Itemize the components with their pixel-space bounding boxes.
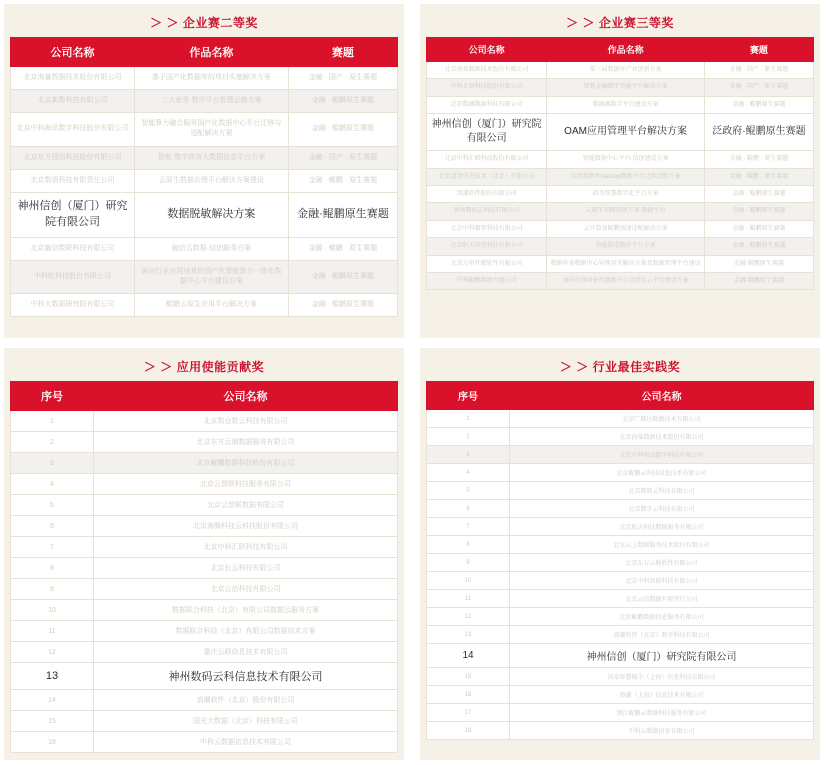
column-header-topic: 赛题 [704, 38, 813, 62]
table-row [11, 169, 398, 192]
award-table [426, 37, 814, 290]
cell-index: 1 [427, 410, 510, 428]
table-row [427, 410, 814, 428]
table-header-row [11, 38, 398, 67]
cell-index: 6 [427, 500, 510, 518]
cell-work: 云计算及鲲鹏加速适配解决方案 [547, 220, 705, 237]
cell-company: 北京数仓数云科技有限公司 [94, 411, 398, 432]
column-header-work: 作品名称 [135, 38, 289, 67]
table-row [427, 500, 814, 518]
cell-index: 5 [11, 495, 94, 516]
cell-topic: 金融 · 鲲鹏原生赛题 [288, 260, 397, 293]
table-row [427, 554, 814, 572]
column-header-company: 公司名称 [11, 38, 135, 67]
cell-company: 北京广联达数据技术有限公司 [510, 410, 814, 428]
table-row [11, 690, 398, 711]
table-row [427, 482, 814, 500]
cell-company: 北京数澜数据科技有限公司 [427, 96, 547, 113]
cell-work: 面向行业应用场景的国产化智能算力一体化数据中心平台建设方案 [135, 260, 289, 293]
cell-index: 12 [427, 608, 510, 626]
cell-company: 浪潮软件（北京）股份有限公司 [94, 690, 398, 711]
table-row [11, 67, 398, 90]
table-row [427, 220, 814, 237]
cell-topic: 泛政府·鲲鹏原生赛题 [704, 114, 813, 151]
table-row [427, 668, 814, 686]
cell-company: 北京中科智联科技有限公司 [510, 572, 814, 590]
table-row [427, 168, 814, 185]
cell-work: 智慧金融数字智能平台解决方案 [547, 79, 705, 96]
table-row [427, 185, 814, 202]
cell-index: 14 [427, 644, 510, 668]
table-row [427, 686, 814, 704]
table-row [427, 518, 814, 536]
cell-topic: 金融 · 鲲鹏 · 原生赛题 [288, 169, 397, 192]
table-row-highlighted [427, 114, 814, 151]
cell-work: 智能制造数字平台方案 [547, 238, 705, 255]
cell-company: 北京海腾科技云科技股份有限公司 [94, 516, 398, 537]
cell-company: 北京中科汇联科技股份有限公司 [427, 151, 547, 168]
cell-index: 15 [11, 711, 94, 732]
cell-company: 中科软科技股份有限公司 [11, 260, 135, 293]
cell-topic: 金融 · 鲲鹏原生赛题 [288, 90, 397, 113]
cell-topic: 金融 · 鲲鹏原生赛题 [288, 294, 397, 317]
cell-work: 云原生数据治理平台解决方案建设 [135, 169, 289, 192]
table-row [427, 203, 814, 220]
cell-company: 神州信创（厦门）研究院有限公司 [510, 644, 814, 668]
cell-work: 基于国产化数据库的项目实施解决方案 [135, 67, 289, 90]
cell-work: 云原生存储信创方案·数据平台 [547, 203, 705, 220]
cell-company: 北京万里开源软件有限公司 [427, 255, 547, 272]
table-row [11, 732, 398, 753]
cell-topic: 金融·鲲鹏原生赛题 [288, 192, 397, 237]
cell-company: 中科云数据信息技术有限公司 [94, 732, 398, 753]
cell-company: 北京东方云鼎数据服务有限公司 [94, 432, 398, 453]
panel-title: ＞ ＞ 企业赛二等奖 [150, 16, 258, 30]
cell-index: 7 [427, 518, 510, 536]
table-row [427, 272, 814, 289]
cell-company: 北京长云科技有限公司 [94, 558, 398, 579]
table-row [427, 572, 814, 590]
panel-application-enablement-award [4, 348, 404, 760]
cell-work: 面向行业场景的数据中心信创化云平台建设方案 [547, 272, 705, 289]
cell-topic: 金融 · 国产 · 原生赛题 [288, 67, 397, 90]
cell-company: 北京数联云科技有限公司 [510, 482, 814, 500]
table-row [11, 711, 398, 732]
cell-company: 神州数码云科信息技术有限公司 [94, 663, 398, 690]
panel-enterprise-second-prize [4, 4, 404, 338]
cell-company: 北京融信数联科技有限公司 [11, 237, 135, 260]
cell-topic: 金融 · 鲲鹏 · 原生赛题 [288, 237, 397, 260]
cell-topic: 金融 · 鲲鹏原生赛题 [704, 96, 813, 113]
cell-company: 神州信创（厦门）研究院有限公司 [11, 192, 135, 237]
cell-company: 国泰智慧城市（上海）信息科技有限公司 [510, 668, 814, 686]
cell-index: 3 [11, 453, 94, 474]
table-row [427, 704, 814, 722]
column-header-company: 公司名称 [427, 38, 547, 62]
cell-topic: 金融 · 鲲鹏 · 原生赛题 [704, 168, 813, 185]
cell-company: 北京中科汇联科技有限公司 [94, 537, 398, 558]
table-row [11, 642, 398, 663]
cell-index: 10 [427, 572, 510, 590]
cell-company: 北京海量数据技术股份有限公司 [427, 62, 547, 79]
cell-index: 4 [11, 474, 94, 495]
panel-industry-best-practice-award [420, 348, 820, 760]
table-row-highlighted [11, 192, 398, 237]
cell-index: 16 [427, 686, 510, 704]
cell-index: 10 [11, 600, 94, 621]
cell-work: 鲲鹏云原生应用平台解决方案 [135, 294, 289, 317]
cell-index: 8 [11, 558, 94, 579]
table-header-row [427, 38, 814, 62]
table-row [11, 516, 398, 537]
cell-company: 北京云智联数据有限公司 [94, 495, 398, 516]
cell-index: 8 [427, 536, 510, 554]
cell-company: 中科云数据信息有限公司 [510, 722, 814, 740]
cell-index: 7 [11, 537, 94, 558]
cell-work: 智能算力融合服务国产化数据中心平台迁移与适配解决方案 [135, 113, 289, 146]
table-row [427, 626, 814, 644]
cell-index: 9 [427, 554, 510, 572]
cell-company: 神州数码云科技有限公司 [427, 203, 547, 220]
table-row [11, 237, 398, 260]
table-row [11, 453, 398, 474]
cell-company: 北京数字云科技有限公司 [510, 500, 814, 518]
cell-company: 数据联合科技（北京）有限公司数据技术方案 [94, 621, 398, 642]
award-table [10, 381, 398, 753]
cell-company: 浪潮软件股份有限公司 [427, 185, 547, 202]
table-row [11, 579, 398, 600]
cell-topic: 金融 · 鲲鹏原生赛题 [704, 203, 813, 220]
table-row [427, 428, 814, 446]
cell-work: 数据库多数据中心异地容灾解决方案及数据管理平台建设 [547, 255, 705, 272]
cell-topic: 金融·鲲鹏原生赛题 [704, 255, 813, 272]
cell-work: 政务智慧数字化平台方案 [547, 185, 705, 202]
cell-work: 智能·数字政务大数据信息平台方案 [135, 146, 289, 169]
cell-company: 北京云信科技有限公司 [94, 579, 398, 600]
cell-work: OAM应用管理平台解决方案 [547, 114, 705, 151]
cell-work: 三大业务·数字平台智慧运维方案 [135, 90, 289, 113]
table-header-row [427, 382, 814, 410]
table-row [11, 495, 398, 516]
cell-company: 浙江鲲鹏云数据科技服务有限公司 [510, 704, 814, 722]
cell-index: 18 [427, 722, 510, 740]
cell-company: 北京新数科技有限公司 [11, 90, 135, 113]
cell-index: 1 [11, 411, 94, 432]
table-row [427, 464, 814, 482]
cell-company: 国光大数据（北京）科技有限公司 [94, 711, 398, 732]
cell-company: 北京数语科技有限责任公司 [11, 169, 135, 192]
cell-work: 第三届数据库产业创新方案 [547, 62, 705, 79]
table-row [427, 62, 814, 79]
cell-company: 北京鲲鹏云科技信息技术有限公司 [510, 464, 814, 482]
cell-company: 北京东方云联软件有限公司 [510, 554, 814, 572]
cell-index: 13 [427, 626, 510, 644]
cell-company: 中科大数据研究院有限公司 [11, 294, 135, 317]
cell-topic: 金融 · 国产 · 原生赛题 [704, 79, 813, 96]
cell-topic: 金融 · 鲲鹏原生赛题 [288, 113, 397, 146]
cell-index: 4 [427, 464, 510, 482]
column-header-company: 公司名称 [510, 382, 814, 410]
cell-company: 浪潮（上海）信息技术有限公司 [510, 686, 814, 704]
table-row [11, 474, 398, 495]
cell-company: 浪潮软件（北京）数字科技有限公司 [510, 626, 814, 644]
cell-index: 17 [427, 704, 510, 722]
cell-index: 5 [427, 482, 510, 500]
cell-company: 北京云信数据有限责任公司 [510, 590, 814, 608]
cell-work: 数据湖数字平台建设方案 [547, 96, 705, 113]
cell-company: 数据联合科技（北京）有限公司数据云服务方案 [94, 600, 398, 621]
cell-topic: 金融 · 国产 · 原生赛题 [704, 62, 813, 79]
cell-topic: 金融 · 鲲鹏原生赛题 [704, 185, 813, 202]
column-header-work: 作品名称 [547, 38, 705, 62]
table-row-highlighted [11, 663, 398, 690]
cell-company: 神州信创（厦门）研究院有限公司 [427, 114, 547, 151]
cell-index: 13 [11, 663, 94, 690]
cell-work: 信创数据库hadoop数据中台迁移适配方案 [547, 168, 705, 185]
cell-company: 北京云智联科技服务有限公司 [94, 474, 398, 495]
cell-index: 2 [427, 428, 510, 446]
panel-title: ＞ ＞ 行业最佳实践奖 [559, 360, 681, 374]
table-row [427, 238, 814, 255]
cell-topic: 金融·鲲鹏原生赛题 [704, 272, 813, 289]
cell-company: 北京航天科技数据服务有限公司 [510, 518, 814, 536]
table-header-row [11, 382, 398, 411]
cell-topic: 金融 · 国产 · 原生赛题 [288, 146, 397, 169]
table-row [11, 432, 398, 453]
cell-company: 北京鲲鹏数据信息服务有限公司 [510, 608, 814, 626]
cell-company: 北京中科聚智科技有限公司 [427, 220, 547, 237]
table-row [11, 260, 398, 293]
cell-topic: 金融 · 鲲鹏 · 原生赛题 [704, 151, 813, 168]
table-row [427, 722, 814, 740]
table-row [427, 151, 814, 168]
cell-index: 2 [11, 432, 94, 453]
table-row [427, 255, 814, 272]
cell-index: 11 [427, 590, 510, 608]
cell-company: 北京道普信息技术（北京）有限公司 [427, 168, 547, 185]
cell-company: 北京鲲鹏数据科技股份有限公司 [94, 453, 398, 474]
table-row [427, 536, 814, 554]
cell-company: 北京东方国信科技股份有限公司 [11, 146, 135, 169]
table-row [427, 79, 814, 96]
table-row [427, 446, 814, 464]
cell-index: 12 [11, 642, 94, 663]
table-row [427, 590, 814, 608]
panel-title: ＞ ＞ 企业赛三等奖 [566, 16, 674, 30]
cell-work: 融信云数据·信创服务方案 [135, 237, 289, 260]
cell-company: 中科金财科技股份有限公司 [427, 79, 547, 96]
table-row [427, 96, 814, 113]
cell-company: 北京云上数据服务技术股份有限公司 [510, 536, 814, 554]
cell-index: 16 [11, 732, 94, 753]
cell-index: 14 [11, 690, 94, 711]
column-header-index: 序号 [427, 382, 510, 410]
cell-company: 北京中科海讯数字科技股份有限公司 [11, 113, 135, 146]
cell-company: 中科鲲鹏数据有限公司 [427, 272, 547, 289]
table-row [11, 90, 398, 113]
cell-index: 15 [427, 668, 510, 686]
cell-index: 11 [11, 621, 94, 642]
cell-work: 智能数据中心平台·信创建设方案 [547, 151, 705, 168]
table-row [11, 113, 398, 146]
column-header-index: 序号 [11, 382, 94, 411]
cell-work: 数据脱敏解决方案 [135, 192, 289, 237]
cell-company: 北京中科海讯数字科技有限公司 [510, 446, 814, 464]
cell-index: 6 [11, 516, 94, 537]
cell-company: 北京海量数据技术股份有限公司 [510, 428, 814, 446]
award-table [426, 381, 814, 740]
table-row [11, 600, 398, 621]
table-row [11, 621, 398, 642]
cell-index: 9 [11, 579, 94, 600]
table-row-highlighted [427, 644, 814, 668]
cell-topic: 金融 · 鲲鹏原生赛题 [704, 220, 813, 237]
cell-company: 北京航天智造科技有限公司 [427, 238, 547, 255]
table-row [11, 294, 398, 317]
table-row [11, 537, 398, 558]
cell-company: 重庆云联信息技术有限公司 [94, 642, 398, 663]
table-row [11, 411, 398, 432]
table-row [11, 558, 398, 579]
cell-index: 3 [427, 446, 510, 464]
panel-enterprise-third-prize [420, 4, 820, 338]
column-header-topic: 赛题 [288, 38, 397, 67]
panel-title: ＞ ＞ 应用使能贡献奖 [143, 360, 265, 374]
table-row [427, 608, 814, 626]
column-header-company: 公司名称 [94, 382, 398, 411]
award-table [10, 37, 398, 317]
cell-company: 北京海量数据技术股份有限公司 [11, 67, 135, 90]
table-row [11, 146, 398, 169]
cell-topic: 金融 · 鲲鹏原生赛题 [704, 238, 813, 255]
